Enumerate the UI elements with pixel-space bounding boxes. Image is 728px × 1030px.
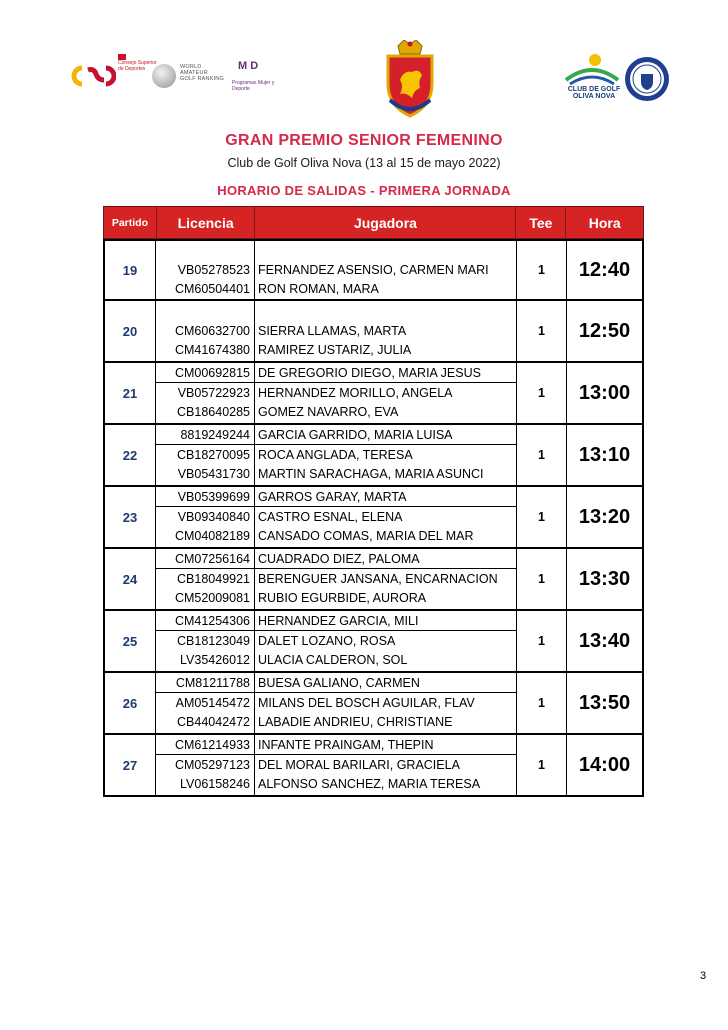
licencia-value: CM04082189 xyxy=(174,529,250,544)
hora-time: 12:50 xyxy=(578,319,631,342)
licencia-value: VB05722923 xyxy=(177,385,250,400)
csd-mark-icon xyxy=(68,64,116,88)
tee-time-group xyxy=(103,735,644,797)
jugadora-name: DEL MORAL BARILARI, GRACIELA xyxy=(258,757,460,772)
licencia-cell xyxy=(156,425,255,485)
licencia-value: 8819249244 xyxy=(156,425,254,445)
col-jugadora: Jugadora xyxy=(255,207,516,238)
section-title: HORARIO DE SALIDAS - PRIMERA JORNADA xyxy=(217,183,511,198)
tee-time-group xyxy=(103,549,644,611)
jugadora-name: CASTRO ESNAL, ELENA xyxy=(258,509,403,524)
licencia-value: VB09340840 xyxy=(177,509,250,524)
licencia-cell xyxy=(156,735,255,795)
hora-time: 13:20 xyxy=(578,505,631,528)
jugadora-name: BERENGUER JANSANA, ENCARNACION xyxy=(258,571,498,586)
jugadora-cell xyxy=(255,241,517,299)
hora-time: 14:00 xyxy=(578,753,631,776)
tee-number: 1 xyxy=(517,735,567,795)
jugadora-name: RUBIO EGURBIDE, AURORA xyxy=(258,591,427,606)
licencia-value: CM60632700 xyxy=(174,323,250,338)
licencia-cell xyxy=(156,487,255,547)
licencia-value: CM05297123 xyxy=(174,757,250,772)
jugadora-cell xyxy=(255,363,517,423)
jugadora-name: GARCIA GARRIDO, MARIA LUISA xyxy=(255,425,516,445)
federation-crest xyxy=(376,40,444,120)
tee-time-group xyxy=(103,363,644,425)
jugadora-cell xyxy=(255,425,517,485)
licencia-value: VB05431730 xyxy=(177,467,250,482)
licencia-cell xyxy=(156,301,255,361)
licencia-value: CM61214933 xyxy=(156,735,254,755)
crest-icon xyxy=(376,40,444,120)
tee-time-group xyxy=(103,487,644,549)
licencia-cell xyxy=(156,611,255,671)
jugadora-name: BUESA GALIANO, CARMEN xyxy=(255,673,516,693)
jugadora-cell xyxy=(255,735,517,795)
licencia-value: CM52009081 xyxy=(174,591,250,606)
jugadora-name xyxy=(255,301,516,321)
jugadora-cell xyxy=(255,611,517,671)
partido-number: 21 xyxy=(105,363,156,423)
jugadora-name: GOMEZ NAVARRO, EVA xyxy=(258,405,399,420)
jugadora-name: CUADRADO DIEZ, PALOMA xyxy=(255,549,516,569)
licencia-cell xyxy=(156,363,255,423)
licencia-value: VB05399699 xyxy=(156,487,254,507)
tee-time-group xyxy=(103,301,644,363)
tee-number: 1 xyxy=(517,301,567,361)
hora-time: 13:50 xyxy=(578,691,631,714)
jugadora-name: SIERRA LLAMAS, MARTA xyxy=(258,323,407,338)
table-body xyxy=(103,239,644,797)
licencia-value: AM05145472 xyxy=(175,695,250,710)
page-subtitle: Club de Golf Oliva Nova (13 al 15 de mayo 2022) xyxy=(227,156,501,170)
col-licencia: Licencia xyxy=(157,207,256,238)
jugadora-cell xyxy=(255,673,517,733)
tee-number: 1 xyxy=(517,611,567,671)
tee-number: 1 xyxy=(517,673,567,733)
hora-time: 13:30 xyxy=(578,567,631,590)
licencia-value: CM00692815 xyxy=(156,363,254,383)
tee-time-group xyxy=(103,239,644,301)
partido-number: 23 xyxy=(105,487,156,547)
jugadora-name: ALFONSO SANCHEZ, MARIA TERESA xyxy=(258,777,481,792)
jugadora-cell xyxy=(255,487,517,547)
golf-ball-icon xyxy=(152,64,176,88)
col-hora: Hora xyxy=(588,214,621,231)
licencia-cell xyxy=(156,549,255,609)
partido-number: 25 xyxy=(105,611,156,671)
tee-time-group xyxy=(103,673,644,735)
tee-number: 1 xyxy=(517,487,567,547)
oliva-nova-text: CLUB DE GOLF OLIVA NOVA xyxy=(567,86,621,100)
licencia-value: CB18049921 xyxy=(177,571,250,586)
jugadora-name: GARROS GARAY, MARTA xyxy=(255,487,516,507)
hora-time: 13:10 xyxy=(578,443,631,466)
licencia-value: VB05278523 xyxy=(177,263,250,277)
partido-number: 26 xyxy=(105,673,156,733)
club-seal xyxy=(624,56,670,102)
tee-time-group xyxy=(103,425,644,487)
jugadora-name: DE GREGORIO DIEGO, MARIA JESUS xyxy=(255,363,516,383)
licencia-value: CB18123049 xyxy=(177,633,250,648)
md-mark: M D xyxy=(238,60,259,72)
jugadora-name: HERNANDEZ MORILLO, ANGELA xyxy=(258,385,453,400)
licencia-value: CM07256164 xyxy=(156,549,254,569)
jugadora-name: LABADIE ANDRIEU, CHRISTIANE xyxy=(258,715,453,730)
oliva-nova-logo xyxy=(562,52,622,102)
licencia-value: CB18270095 xyxy=(177,447,250,462)
page-number: 3 xyxy=(700,970,707,982)
jugadora-name: ULACIA CALDERON, SOL xyxy=(258,653,408,668)
wagr-logo xyxy=(152,62,222,92)
page-title: GRAN PREMIO SENIOR FEMENINO xyxy=(225,132,503,149)
csd-text: Consejo Superior de Deportes xyxy=(118,60,157,72)
tee-times-table xyxy=(103,206,644,797)
jugadora-name: MARTIN SARACHAGA, MARIA ASUNCI xyxy=(258,467,484,482)
mujer-deporte-logo xyxy=(232,60,282,102)
jugadora-name: HERNANDEZ GARCIA, MILI xyxy=(255,611,516,631)
licencia-value: CB18640285 xyxy=(177,405,250,420)
licencia-value xyxy=(156,241,254,260)
col-partido: Partido xyxy=(104,207,157,238)
licencia-value: CM41674380 xyxy=(174,343,250,358)
jugadora-cell xyxy=(255,549,517,609)
jugadora-name: RON ROMAN, MARA xyxy=(258,282,379,296)
jugadora-name: INFANTE PRAINGAM, THEPIN xyxy=(255,735,516,755)
licencia-value: LV06158246 xyxy=(180,777,250,792)
logo-strip xyxy=(0,0,728,130)
oliva-nova-mark-icon xyxy=(562,52,622,86)
licencia-value: CM41254306 xyxy=(156,611,254,631)
hora-time: 12:40 xyxy=(578,258,631,281)
licencia-value: CB44042472 xyxy=(177,715,250,730)
tee-number: 1 xyxy=(517,549,567,609)
seal-icon xyxy=(624,56,670,102)
hora-time: 13:40 xyxy=(578,629,631,652)
licencia-value: LV35426012 xyxy=(180,653,250,668)
partido-number: 20 xyxy=(105,301,156,361)
partido-number: 24 xyxy=(105,549,156,609)
jugadora-name: DALET LOZANO, ROSA xyxy=(258,633,396,648)
md-text: Programas Mujer y Deporte xyxy=(232,80,275,92)
licencia-cell xyxy=(156,673,255,733)
licencia-value: CM81211788 xyxy=(156,673,254,693)
partido-number: 19 xyxy=(105,241,156,299)
partido-number: 27 xyxy=(105,735,156,795)
licencia-value xyxy=(156,301,254,321)
hora-time: 13:00 xyxy=(578,381,631,404)
jugadora-cell xyxy=(255,301,517,361)
table-header xyxy=(103,206,644,239)
licencia-value: CM60504401 xyxy=(174,282,250,296)
partido-number: 22 xyxy=(105,425,156,485)
jugadora-name: CANSADO COMAS, MARIA DEL MAR xyxy=(258,529,474,544)
tee-number: 1 xyxy=(517,363,567,423)
jugadora-name: ROCA ANGLADA, TERESA xyxy=(258,447,413,462)
licencia-cell xyxy=(156,241,255,299)
tee-time-group xyxy=(103,611,644,673)
wagr-text: WORLD AMATEUR GOLF RANKING xyxy=(180,64,224,82)
tee-number: 1 xyxy=(517,241,567,299)
jugadora-name: FERNANDEZ ASENSIO, CARMEN MARI xyxy=(258,263,489,277)
jugadora-name: RAMIREZ USTARIZ, JULIA xyxy=(258,343,412,358)
jugadora-name xyxy=(255,241,516,260)
tee-number: 1 xyxy=(517,425,567,485)
col-tee: Tee xyxy=(516,207,566,238)
jugadora-name: MILANS DEL BOSCH AGUILAR, FLAV xyxy=(258,695,475,710)
